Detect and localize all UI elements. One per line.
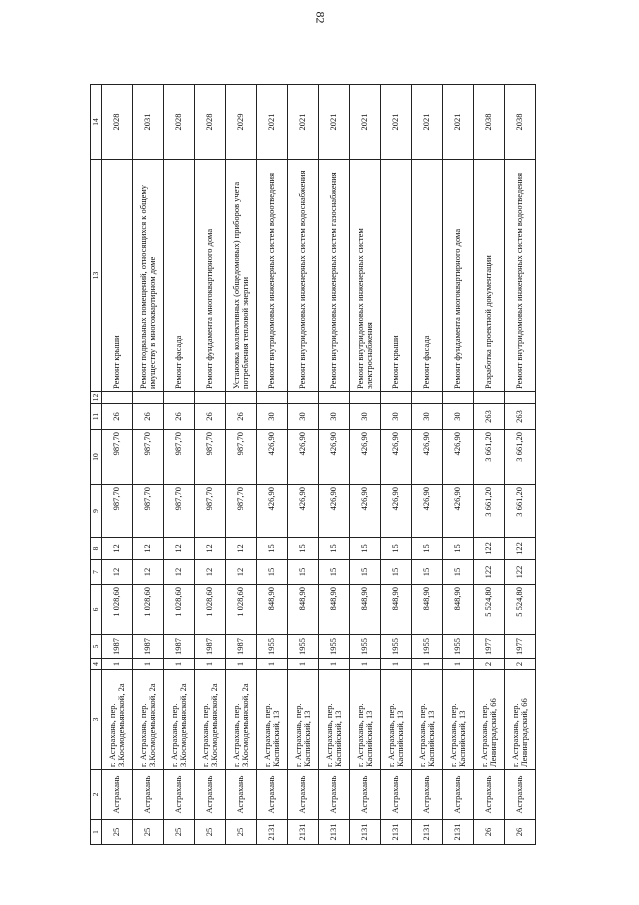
capital-repair-table — [90, 84, 536, 845]
residents-cell: 26 — [195, 404, 226, 430]
col7-cell: 15 — [319, 560, 350, 585]
col10-cell: 426,90 — [319, 430, 350, 485]
id-cell: 25 — [164, 820, 195, 845]
total-area-cell: 5 524,80 — [505, 585, 536, 635]
total-area-cell: 1 028,60 — [102, 585, 133, 635]
table-row — [226, 85, 257, 845]
col8-cell: 12 — [226, 538, 257, 560]
period-cell: 2021 — [288, 85, 319, 160]
address-cell: г. Астрахань, пер. Каспийский, 13 — [257, 670, 288, 770]
col8-cell: 15 — [257, 538, 288, 560]
col10-cell: 987,70 — [195, 430, 226, 485]
col8-cell: 15 — [381, 538, 412, 560]
table-row — [505, 85, 536, 845]
table-row — [381, 85, 412, 845]
total-area-cell: 848,90 — [443, 585, 474, 635]
period-cell: 2021 — [257, 85, 288, 160]
year-cell: 1955 — [381, 635, 412, 659]
col8-cell: 15 — [288, 538, 319, 560]
col7-cell: 15 — [257, 560, 288, 585]
col12-cell — [350, 392, 381, 404]
residents-cell: 30 — [257, 404, 288, 430]
residents-cell: 30 — [443, 404, 474, 430]
address-cell: г. Астрахань, пер. Каспийский, 13 — [319, 670, 350, 770]
year-cell: 1987 — [195, 635, 226, 659]
year-cell: 1955 — [257, 635, 288, 659]
id-cell: 2131 — [350, 820, 381, 845]
period-cell: 2028 — [195, 85, 226, 160]
total-area-cell: 848,90 — [257, 585, 288, 635]
address-cell: г. Астрахань, пер. З.Космодемьянской, 2а — [226, 670, 257, 770]
table-row — [133, 85, 164, 845]
column-number: 4 — [91, 659, 102, 670]
residents-cell: 30 — [288, 404, 319, 430]
col12-cell — [412, 392, 443, 404]
id-cell: 2131 — [288, 820, 319, 845]
column-number: 8 — [91, 538, 102, 560]
total-area-cell: 848,90 — [412, 585, 443, 635]
table-body — [102, 85, 536, 845]
total-area-cell: 1 028,60 — [226, 585, 257, 635]
col7-cell: 12 — [226, 560, 257, 585]
address-cell: г. Астрахань, пер. Каспийский, 13 — [381, 670, 412, 770]
residents-cell: 26 — [133, 404, 164, 430]
period-cell: 2021 — [350, 85, 381, 160]
residents-cell: 263 — [474, 404, 505, 430]
col7-cell: 122 — [505, 560, 536, 585]
work-type-cell: Установка коллективных (общедомовых) приборов учета потребления тепловой энергии — [226, 160, 257, 392]
period-cell: 2021 — [443, 85, 474, 160]
address-cell: г. Астрахань, пер. З.Космодемьянской, 2а — [195, 670, 226, 770]
id-cell: 25 — [133, 820, 164, 845]
table-row — [412, 85, 443, 845]
col12-cell — [443, 392, 474, 404]
city-cell: Астрахань — [474, 770, 505, 820]
floors-cell: 1 — [164, 659, 195, 670]
total-area-cell: 848,90 — [288, 585, 319, 635]
col7-cell: 15 — [350, 560, 381, 585]
id-cell: 25 — [195, 820, 226, 845]
city-cell: Астрахань — [226, 770, 257, 820]
column-number: 11 — [91, 404, 102, 430]
year-cell: 1955 — [319, 635, 350, 659]
residents-cell: 26 — [226, 404, 257, 430]
id-cell: 2131 — [257, 820, 288, 845]
work-type-cell: Ремонт фундамента многоквартирного дома — [195, 160, 226, 392]
total-area-cell: 848,90 — [350, 585, 381, 635]
col8-cell: 15 — [443, 538, 474, 560]
floors-cell: 1 — [381, 659, 412, 670]
floors-cell: 1 — [443, 659, 474, 670]
residents-cell: 30 — [319, 404, 350, 430]
year-cell: 1977 — [505, 635, 536, 659]
col7-cell: 122 — [474, 560, 505, 585]
city-cell: Астрахань — [164, 770, 195, 820]
col12-cell — [133, 392, 164, 404]
residents-cell: 263 — [505, 404, 536, 430]
column-number: 13 — [91, 160, 102, 392]
city-cell: Астрахань — [288, 770, 319, 820]
city-cell: Астрахань — [412, 770, 443, 820]
column-number: 10 — [91, 430, 102, 485]
period-cell: 2028 — [102, 85, 133, 160]
total-area-cell: 1 028,60 — [164, 585, 195, 635]
id-cell: 2131 — [412, 820, 443, 845]
col8-cell: 122 — [505, 538, 536, 560]
total-area-cell: 848,90 — [319, 585, 350, 635]
address-cell: г. Астрахань, пер. Каспийский, 13 — [443, 670, 474, 770]
table-row — [102, 85, 133, 845]
period-cell: 2029 — [226, 85, 257, 160]
col10-cell: 426,90 — [381, 430, 412, 485]
work-type-cell: Ремонт внутридомовых инженерных систем водоотведения — [505, 160, 536, 392]
col12-cell — [319, 392, 350, 404]
col12-cell — [288, 392, 319, 404]
address-cell: г. Астрахань, пер. Ленинградский, 66 — [505, 670, 536, 770]
residents-cell: 26 — [102, 404, 133, 430]
period-cell: 2028 — [164, 85, 195, 160]
col10-cell: 987,70 — [226, 430, 257, 485]
work-type-cell: Ремонт подвальных помещений, относящихся к общему имуществу в многоквартирном доме — [133, 160, 164, 392]
col7-cell: 12 — [133, 560, 164, 585]
living-area-cell: 987,70 — [226, 485, 257, 538]
city-cell: Астрахань — [319, 770, 350, 820]
column-number: 3 — [91, 670, 102, 770]
year-cell: 1955 — [288, 635, 319, 659]
work-type-cell: Ремонт фасада — [164, 160, 195, 392]
address-cell: г. Астрахань, пер. Каспийский, 13 — [350, 670, 381, 770]
living-area-cell: 426,90 — [288, 485, 319, 538]
col10-cell: 987,70 — [133, 430, 164, 485]
id-cell: 25 — [226, 820, 257, 845]
year-cell: 1987 — [164, 635, 195, 659]
city-cell: Астрахань — [443, 770, 474, 820]
rotated-table-container — [90, 85, 536, 845]
col12-cell — [381, 392, 412, 404]
living-area-cell: 3 661,20 — [474, 485, 505, 538]
floors-cell: 1 — [350, 659, 381, 670]
floors-cell: 2 — [505, 659, 536, 670]
address-cell: г. Астрахань, пер. З.Космодемьянской, 2а — [133, 670, 164, 770]
living-area-cell: 426,90 — [350, 485, 381, 538]
col8-cell: 122 — [474, 538, 505, 560]
living-area-cell: 987,70 — [195, 485, 226, 538]
address-cell: г. Астрахань, пер. З.Космодемьянской, 2а — [102, 670, 133, 770]
col10-cell: 426,90 — [288, 430, 319, 485]
living-area-cell: 987,70 — [164, 485, 195, 538]
year-cell: 1987 — [102, 635, 133, 659]
city-cell: Астрахань — [257, 770, 288, 820]
period-cell: 2038 — [505, 85, 536, 160]
floors-cell: 1 — [195, 659, 226, 670]
id-cell: 2131 — [381, 820, 412, 845]
residents-cell: 30 — [350, 404, 381, 430]
period-cell: 2031 — [133, 85, 164, 160]
living-area-cell: 426,90 — [412, 485, 443, 538]
table-row — [288, 85, 319, 845]
living-area-cell: 426,90 — [319, 485, 350, 538]
city-cell: Астрахань — [102, 770, 133, 820]
id-cell: 25 — [102, 820, 133, 845]
year-cell: 1987 — [226, 635, 257, 659]
col12-cell — [474, 392, 505, 404]
table-row — [319, 85, 350, 845]
col10-cell: 426,90 — [350, 430, 381, 485]
table-row — [443, 85, 474, 845]
col8-cell: 15 — [412, 538, 443, 560]
living-area-cell: 3 661,20 — [505, 485, 536, 538]
address-cell: г. Астрахань, пер. Каспийский, 13 — [412, 670, 443, 770]
id-cell: 2131 — [319, 820, 350, 845]
column-number-row — [91, 85, 102, 845]
period-cell: 2021 — [381, 85, 412, 160]
col10-cell: 3 661,20 — [505, 430, 536, 485]
year-cell: 1955 — [443, 635, 474, 659]
col12-cell — [257, 392, 288, 404]
column-number: 2 — [91, 770, 102, 820]
col8-cell: 12 — [102, 538, 133, 560]
address-cell: г. Астрахань, пер. Ленинградский, 66 — [474, 670, 505, 770]
year-cell: 1977 — [474, 635, 505, 659]
col8-cell: 12 — [133, 538, 164, 560]
col7-cell: 15 — [412, 560, 443, 585]
floors-cell: 1 — [133, 659, 164, 670]
column-number: 9 — [91, 485, 102, 538]
floors-cell: 2 — [474, 659, 505, 670]
city-cell: Астрахань — [505, 770, 536, 820]
work-type-cell: Ремонт крыши — [102, 160, 133, 392]
col7-cell: 12 — [102, 560, 133, 585]
column-number: 1 — [91, 820, 102, 845]
table-row — [164, 85, 195, 845]
floors-cell: 1 — [412, 659, 443, 670]
col12-cell — [195, 392, 226, 404]
table-row — [257, 85, 288, 845]
col8-cell: 15 — [350, 538, 381, 560]
work-type-cell: Ремонт внутридомовых инженерных систем электроснабжения — [350, 160, 381, 392]
period-cell: 2038 — [474, 85, 505, 160]
col8-cell: 12 — [164, 538, 195, 560]
col12-cell — [102, 392, 133, 404]
id-cell: 26 — [474, 820, 505, 845]
living-area-cell: 987,70 — [102, 485, 133, 538]
col7-cell: 12 — [195, 560, 226, 585]
living-area-cell: 426,90 — [381, 485, 412, 538]
address-cell: г. Астрахань, пер. Каспийский, 13 — [288, 670, 319, 770]
city-cell: Астрахань — [133, 770, 164, 820]
residents-cell: 30 — [381, 404, 412, 430]
table-row — [195, 85, 226, 845]
col8-cell: 15 — [319, 538, 350, 560]
col10-cell: 426,90 — [257, 430, 288, 485]
col12-cell — [226, 392, 257, 404]
work-type-cell: Ремонт внутридомовых инженерных систем водоснабжения — [288, 160, 319, 392]
address-cell: г. Астрахань, пер. З.Космодемьянской, 2а — [164, 670, 195, 770]
col12-cell — [505, 392, 536, 404]
city-cell: Астрахань — [350, 770, 381, 820]
col7-cell: 15 — [443, 560, 474, 585]
year-cell: 1955 — [412, 635, 443, 659]
total-area-cell: 1 028,60 — [133, 585, 164, 635]
table-row — [350, 85, 381, 845]
living-area-cell: 987,70 — [133, 485, 164, 538]
year-cell: 1987 — [133, 635, 164, 659]
column-number: 6 — [91, 585, 102, 635]
period-cell: 2021 — [319, 85, 350, 160]
work-type-cell: Ремонт фундамента многоквартирного дома — [443, 160, 474, 392]
floors-cell: 1 — [288, 659, 319, 670]
id-cell: 2131 — [443, 820, 474, 845]
floors-cell: 1 — [257, 659, 288, 670]
city-cell: Астрахань — [195, 770, 226, 820]
residents-cell: 30 — [412, 404, 443, 430]
floors-cell: 1 — [102, 659, 133, 670]
work-type-cell: Разработка проектной документации — [474, 160, 505, 392]
floors-cell: 1 — [226, 659, 257, 670]
col10-cell: 987,70 — [102, 430, 133, 485]
col8-cell: 12 — [195, 538, 226, 560]
col12-cell — [164, 392, 195, 404]
work-type-cell: Ремонт фасада — [412, 160, 443, 392]
column-number: 12 — [91, 392, 102, 404]
id-cell: 26 — [505, 820, 536, 845]
col7-cell: 12 — [164, 560, 195, 585]
column-number: 14 — [91, 85, 102, 160]
city-cell: Астрахань — [381, 770, 412, 820]
work-type-cell: Ремонт крыши — [381, 160, 412, 392]
col10-cell: 426,90 — [412, 430, 443, 485]
year-cell: 1955 — [350, 635, 381, 659]
period-cell: 2021 — [412, 85, 443, 160]
col7-cell: 15 — [381, 560, 412, 585]
living-area-cell: 426,90 — [443, 485, 474, 538]
table-row — [474, 85, 505, 845]
column-number: 5 — [91, 635, 102, 659]
column-number: 7 — [91, 560, 102, 585]
floors-cell: 1 — [319, 659, 350, 670]
col10-cell: 987,70 — [164, 430, 195, 485]
total-area-cell: 1 028,60 — [195, 585, 226, 635]
col10-cell: 3 661,20 — [474, 430, 505, 485]
col10-cell: 426,90 — [443, 430, 474, 485]
living-area-cell: 426,90 — [257, 485, 288, 538]
residents-cell: 26 — [164, 404, 195, 430]
page-number: 82 — [313, 11, 327, 24]
work-type-cell: Ремонт внутридомовых инженерных систем газоснабжения — [319, 160, 350, 392]
work-type-cell: Ремонт внутридомовых инженерных систем водоотведения — [257, 160, 288, 392]
total-area-cell: 5 524,80 — [474, 585, 505, 635]
col7-cell: 15 — [288, 560, 319, 585]
total-area-cell: 848,90 — [381, 585, 412, 635]
